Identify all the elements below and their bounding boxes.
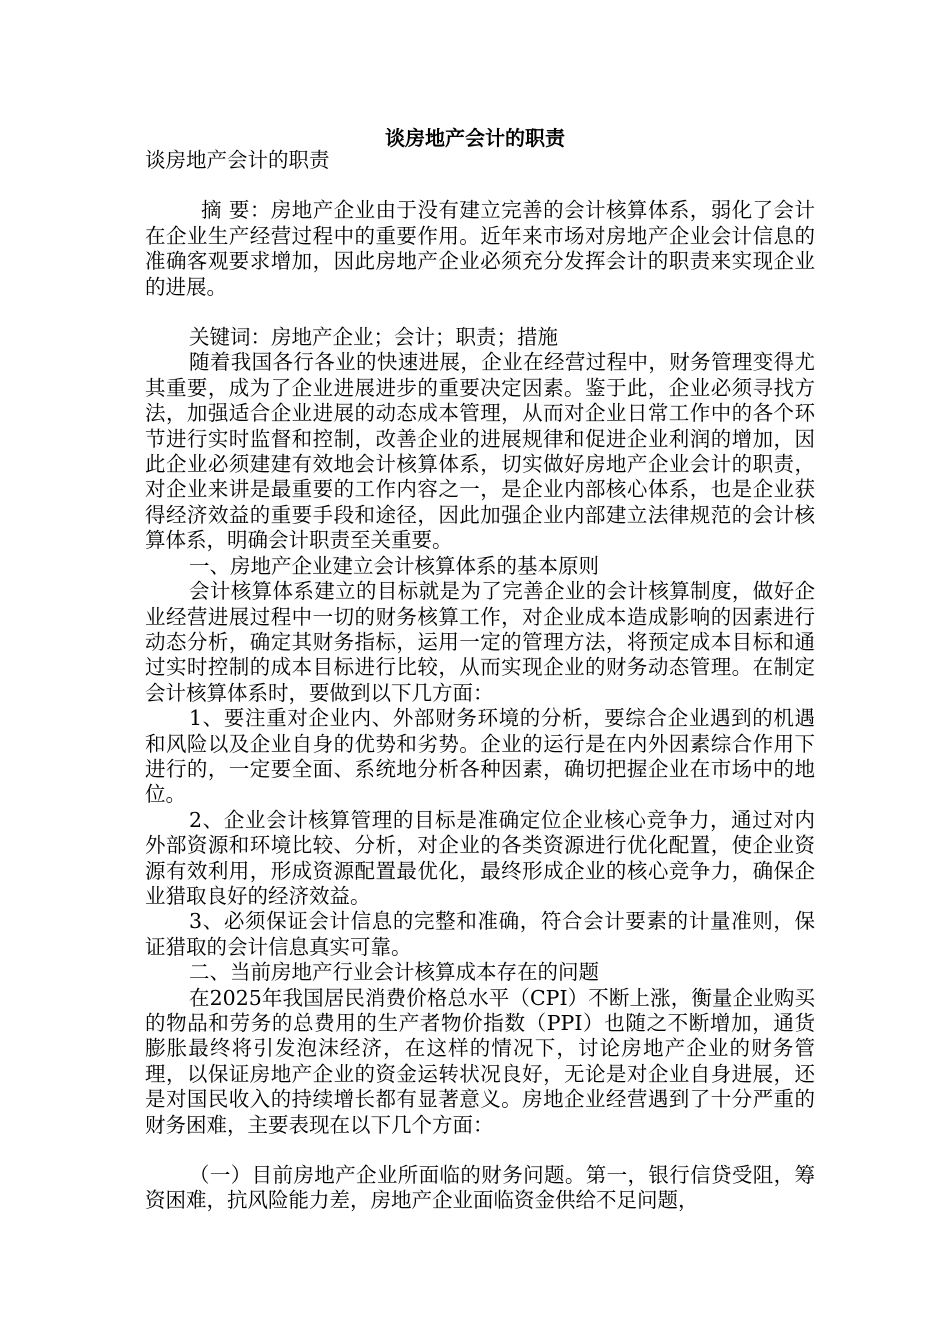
body-paragraph: 会计核算体系建立的目标就是为了完善企业的会计核算制度，做好企业经营进展过程中一切的财务核算工作，对企业成本造成影响的因素进行动态分析，确定其财务指标，运用一定的管理方法，将预定成本目标和通过实时控制的成本目标进行比较，从而实现企业的财务动态管理。在制定会计核算体系时，要做到以下几方面： xyxy=(145,579,815,705)
list-item: 1、要注重对企业内、外部财务环境的分析，要综合企业遇到的机遇和风险以及企业自身的优势和劣势。企业的运行是在内外因素综合作用下进行的，一定要全面、系统地分析各种因素，确切把握企业在市场中的地位。 xyxy=(145,706,815,807)
body-paragraph: 在2025年我国居民消费价格总水平（CPI）不断上涨，衡量企业购买的物品和劳务的总费用的生产者物价指数（PPI）也随之不断增加，通货膨胀最终将引发泡沫经济，在这样的情况下，讨论房地产企业的财务管理，以保证房地产企业的资金运转状况良好，无论是对企业自身进展，还是对国民收入的持续增长都有显著意义。房地企业经营遇到了十分严重的财务困难，主要表现在以下几个方面： xyxy=(145,985,815,1137)
abstract-paragraph: 摘 要：房地产企业由于没有建立完善的会计核算体系，弱化了会计在企业生产经营过程中的重要作用。近年来市场对房地产企业会计信息的准确客观要求增加，因此房地产企业必须充分发挥会计的职责来实现企业的进展。 xyxy=(145,198,815,299)
body-paragraph: 随着我国各行各业的快速进展，企业在经营过程中，财务管理变得尤其重要，成为了企业进展进步的重要决定因素。鉴于此，企业必须寻找方法，加强适合企业进展的动态成本管理，从而对企业日常工作中的各个环节进行实时监督和控制，改善企业的进展规律和促进企业利润的增加，因此企业必须建建有效地会计核算体系，切实做好房地产企业会计的职责，对企业来讲是最重要的工作内容之一，是企业内部核心体系，也是企业获得经济效益的重要手段和途径，因此加强企业内部建立法律规范的会计核算体系，明确会计职责至关重要。 xyxy=(145,350,815,553)
document-subtitle: 谈房地产会计的职责 xyxy=(145,148,330,172)
section-heading: 二、当前房地产行业会计核算成本存在的问题 xyxy=(189,960,599,985)
document-title: 谈房地产会计的职责 xyxy=(385,126,565,150)
keywords-line: 关键词：房地产企业；会计；职责；措施 xyxy=(189,325,558,350)
document-body xyxy=(145,148,815,1214)
subsection-paragraph: （一）目前房地产企业所面临的财务问题。第一，银行信贷受阻，筹资困难，抗风险能力差，房地产企业面临资金供给不足问题， xyxy=(145,1163,815,1213)
section-heading: 一、房地产企业建立会计核算体系的基本原则 xyxy=(189,553,599,578)
list-item: 2、企业会计核算管理的目标是准确定位企业核心竞争力，通过对内外部资源和环境比较、分析，对企业的各类资源进行优化配置，使企业资源有效利用，形成资源配置最优化，最终形成企业的核心竞争力，确保企业猎取良好的经济效益。 xyxy=(145,807,815,908)
list-item: 3、必须保证会计信息的完整和准确，符合会计要素的计量准则，保证猎取的会计信息真实可靠。 xyxy=(145,909,815,959)
